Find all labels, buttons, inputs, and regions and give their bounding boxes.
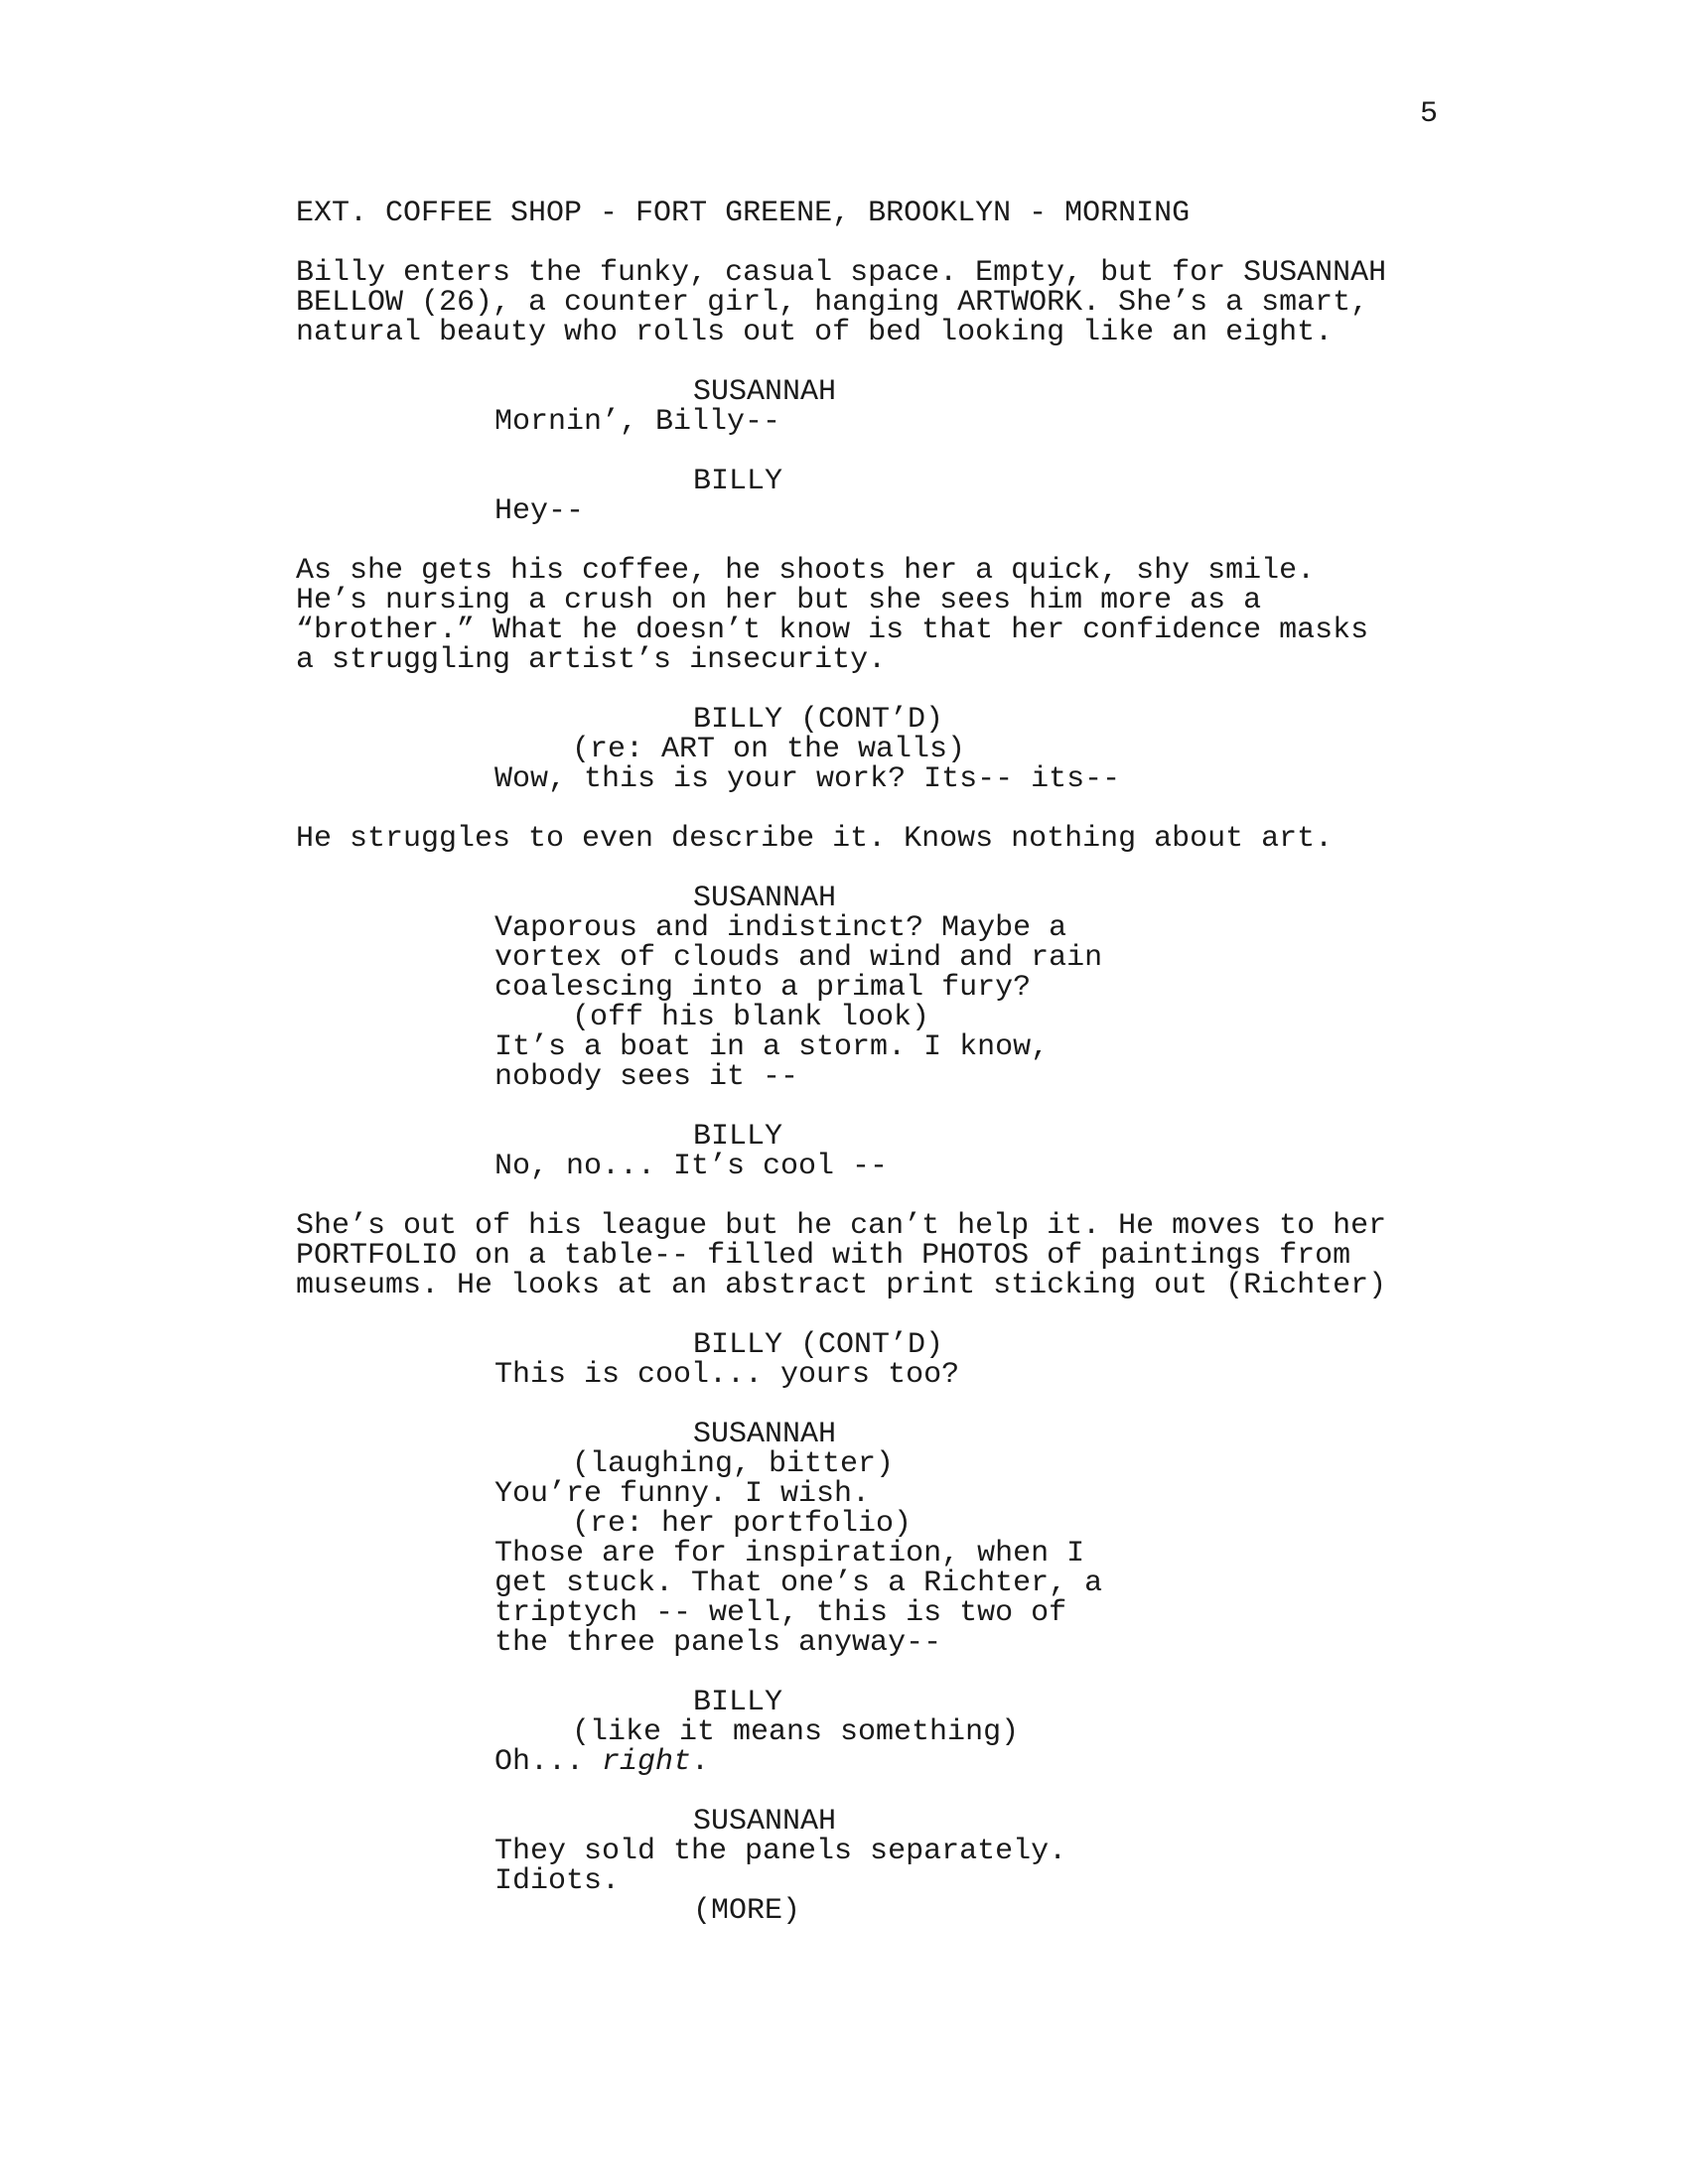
dialogue-line: Mornin’, Billy--: [494, 405, 781, 439]
action-line: She’s out of his league but he can’t help it. He moves to her: [296, 1209, 1387, 1243]
dialogue-line: triptych -- well, this is two of: [494, 1596, 1067, 1630]
dialogue-line: Wow, this is your work? Its-- its--: [494, 762, 1121, 796]
blank-line: [296, 1390, 1537, 1420]
parenthetical: (like it means something): [572, 1715, 1020, 1749]
action-line: BELLOW (26), a counter girl, hanging ARTWORK. She’s a smart,: [296, 286, 1369, 320]
character-cue: BILLY: [693, 465, 783, 498]
blank-line: [296, 794, 1537, 824]
dialogue-line: coalescing into a primal fury?: [494, 971, 1032, 1005]
action-line: PORTFOLIO on a table-- filled with PHOTOS of paintings from: [296, 1239, 1351, 1273]
blank-line: [296, 1300, 1537, 1330]
character-cue: BILLY: [693, 1686, 783, 1719]
character-cue: BILLY (CONT’D): [693, 703, 944, 737]
blank-line: [296, 854, 1537, 884]
dialogue-line: get stuck. That one’s a Richter, a: [494, 1567, 1103, 1600]
dialogue-text: Oh...: [494, 1745, 603, 1779]
character-cue: BILLY: [693, 1120, 783, 1154]
dialogue-line: Vaporous and indistinct? Maybe a: [494, 911, 1067, 945]
dialogue-line: Hey--: [494, 494, 585, 528]
action-line: natural beauty who rolls out of bed looking like an eight.: [296, 316, 1334, 349]
page-number: 5: [1420, 97, 1439, 131]
blank-line: [296, 1777, 1537, 1807]
screenplay-body: [296, 199, 1537, 1926]
parenthetical: (re: ART on the walls): [572, 733, 966, 766]
dialogue-line: This is cool... yours too?: [494, 1358, 960, 1392]
action-line: He struggles to even describe it. Knows nothing about art.: [296, 822, 1334, 856]
blank-line: [296, 1092, 1537, 1122]
parenthetical: (laughing, bitter): [572, 1447, 895, 1481]
scene-heading: EXT. COFFEE SHOP - FORT GREENE, BROOKLYN - MORNING: [296, 197, 1191, 230]
dialogue-line: Those are for inspiration, when I: [494, 1537, 1085, 1570]
dialogue-line: It’s a boat in a storm. I know,: [494, 1030, 1050, 1064]
dialogue-line: [296, 1747, 1537, 1777]
dialogue-line: Idiots.: [494, 1864, 621, 1898]
blank-line: [296, 437, 1537, 467]
dialogue-line: nobody sees it --: [494, 1060, 799, 1094]
parenthetical: (off his blank look): [572, 1001, 930, 1034]
action-line: museums. He looks at an abstract print sticking out (Richter): [296, 1269, 1387, 1302]
more-marker: (MORE): [693, 1894, 801, 1928]
character-cue: SUSANNAH: [693, 375, 837, 409]
dialogue-line: vortex of clouds and wind and rain: [494, 941, 1103, 975]
dialogue-line: No, no... It’s cool --: [494, 1150, 889, 1183]
blank-line: [296, 1658, 1537, 1688]
emphasis-text: right: [602, 1745, 692, 1779]
dialogue-text: .: [691, 1745, 710, 1779]
action-line: a struggling artist’s insecurity.: [296, 643, 887, 677]
action-line: As she gets his coffee, he shoots her a quick, shy smile.: [296, 554, 1316, 588]
dialogue-line: the three panels anyway--: [494, 1626, 942, 1660]
dialogue-line: They sold the panels separately.: [494, 1835, 1067, 1868]
action-line: He’s nursing a crush on her but she sees him more as a: [296, 584, 1262, 617]
action-line: Billy enters the funky, casual space. Empty, but for SUSANNAH: [296, 256, 1387, 290]
blank-line: [296, 526, 1537, 556]
blank-line: [296, 347, 1537, 377]
blank-line: [296, 228, 1537, 258]
blank-line: [296, 675, 1537, 705]
dialogue-line: You’re funny. I wish.: [494, 1477, 871, 1511]
parenthetical: (re: her portfolio): [572, 1507, 913, 1541]
character-cue: SUSANNAH: [693, 882, 837, 915]
character-cue: BILLY (CONT’D): [693, 1328, 944, 1362]
character-cue: SUSANNAH: [693, 1805, 837, 1839]
action-line: “brother.” What he doesn’t know is that her confidence masks: [296, 614, 1369, 647]
character-cue: SUSANNAH: [693, 1418, 837, 1451]
blank-line: [296, 1181, 1537, 1211]
